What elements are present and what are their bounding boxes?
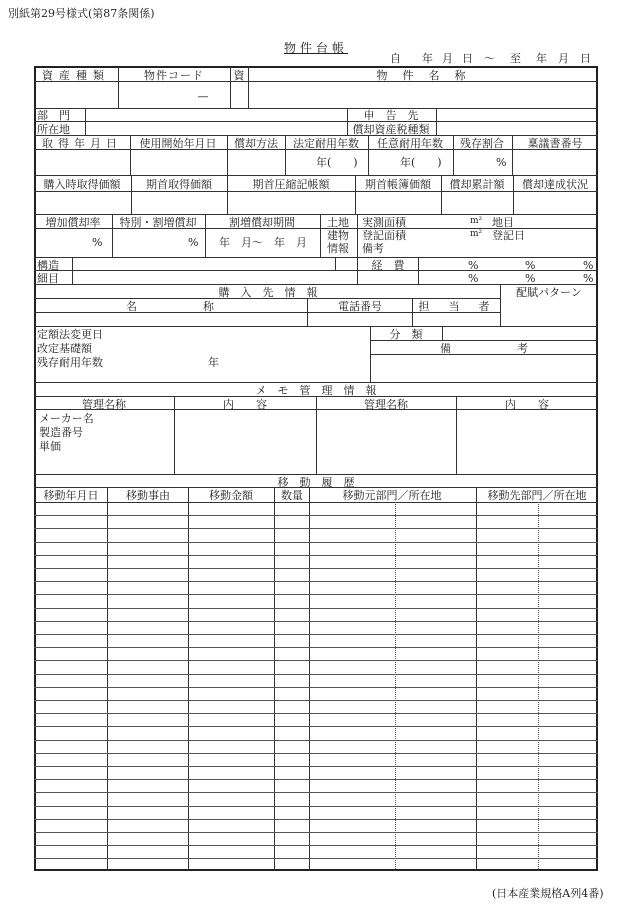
rule (227, 175, 228, 214)
transfer-row-line (34, 581, 598, 582)
rule (355, 175, 356, 214)
memo-content-label: 内 容 (505, 398, 549, 411)
tilde-label: 〜 (484, 52, 495, 65)
legal-life-value: 年( ) (316, 156, 358, 169)
rule (174, 396, 175, 474)
transfer-row-line (34, 806, 598, 807)
transfer-to-header: 移動先部門／所在地 (487, 489, 587, 502)
rule (441, 175, 442, 214)
expense-percent: % (468, 272, 479, 285)
memo-section-title: メ モ 管 理 情 報 (255, 384, 377, 397)
purchase-price-label: 購入時取得価額 (43, 178, 121, 191)
special-label: 特別・割増償却 (119, 216, 197, 229)
expense-percent: % (525, 272, 536, 285)
transfer-row-line (34, 515, 598, 516)
increase-rate-percent: % (92, 236, 103, 249)
shi-label: 資 (233, 69, 245, 82)
rule (227, 135, 228, 175)
land-label: 土地 (327, 216, 349, 229)
expense-percent: % (468, 259, 479, 272)
transfer-row-line (34, 766, 598, 767)
rule (85, 108, 86, 135)
rule (500, 284, 501, 326)
classification-label: 分 類 (389, 328, 423, 341)
transfer-from-header: 移動元部門／所在地 (342, 489, 442, 502)
opening-compressed-label: 期首圧縮記帳額 (252, 178, 330, 191)
transfer-amount-header: 移動金額 (209, 489, 253, 502)
month-label: 月 (442, 52, 453, 65)
rule (285, 135, 286, 175)
register-date-label: 登記日 (492, 229, 525, 242)
transfer-reason-header: 移動事由 (126, 489, 170, 502)
increase-rate-label: 増加償却率 (45, 216, 101, 229)
transfer-row-line (34, 700, 598, 701)
tax-type-label: 償却資産税種類 (352, 123, 430, 136)
structure-label: 構造 (37, 259, 59, 272)
change-date-label: 定額法変更日 (37, 328, 103, 341)
expense-percent: % (525, 259, 536, 272)
status-label: 償却達成状況 (522, 178, 588, 191)
rule (34, 502, 598, 503)
rule (34, 108, 598, 109)
rule (320, 214, 321, 257)
phone-label: 電話番号 (338, 300, 382, 313)
rule (436, 108, 437, 135)
remaining-life-year: 年 (208, 356, 219, 369)
year-label: 年 (422, 52, 433, 65)
rule (72, 257, 73, 284)
transfer-row-line (34, 568, 598, 569)
transfer-row-line (34, 845, 598, 846)
remaining-life-label: 残存耐用年数 (37, 356, 103, 369)
rule (107, 487, 108, 871)
transfer-row-line (34, 687, 598, 688)
start-date-label: 使用開始年月日 (139, 137, 217, 150)
transfer-row-line (34, 608, 598, 609)
declarant-label: 申 告 先 (363, 109, 419, 122)
method-label: 償却方法 (234, 137, 278, 150)
expense-percent: % (583, 272, 594, 285)
rule (307, 298, 308, 326)
month-label: 月 (558, 52, 569, 65)
allocation-label: 配賦パターン (516, 286, 582, 299)
rule (34, 135, 598, 136)
measured-area-label: 実測面積 (362, 216, 406, 229)
transfer-row-line (34, 792, 598, 793)
rule (309, 487, 310, 871)
transfer-row-line (34, 753, 598, 754)
memo-mgmt-name-label: 管理名称 (364, 398, 408, 411)
building-label: 建物 (327, 229, 349, 242)
transfer-row-line (34, 858, 598, 859)
maker-label: メーカー名 (39, 412, 94, 425)
rule (112, 214, 113, 257)
rule (513, 175, 514, 214)
person-label: 担 当 者 (418, 300, 494, 313)
accumulated-label: 償却累計額 (449, 178, 505, 191)
expense-label: 経 費 (371, 259, 405, 272)
rule (316, 396, 317, 474)
form-number: 別紙第29号様式(第87条関係) (8, 7, 155, 20)
m2-unit: m² (470, 229, 483, 239)
memo-content-label: 内 容 (223, 398, 267, 411)
transfer-qty-header: 数量 (281, 489, 303, 502)
rule (456, 396, 457, 474)
opening-book-label: 期首帳簿価額 (365, 178, 431, 191)
transfer-row-line (34, 832, 598, 833)
rule (370, 326, 371, 382)
rule (368, 135, 369, 175)
unit-price-label: 単価 (39, 440, 61, 453)
extra-period-range: 年 月〜 年 月 (219, 236, 307, 249)
rule (205, 214, 206, 257)
transfer-row-line (34, 726, 598, 727)
acquired-date-label: 取得年月日 (42, 137, 122, 150)
registered-area-label: 登記面積 (362, 229, 406, 242)
rule (188, 487, 189, 871)
rule (453, 135, 454, 175)
rule (34, 382, 598, 383)
optional-life-value: 年( ) (400, 156, 442, 169)
rule (34, 284, 598, 285)
transfer-row-line (34, 713, 598, 714)
rule (230, 66, 231, 108)
transfer-date-header: 移動年月日 (43, 489, 99, 502)
extra-period-label: 割増償却期間 (229, 216, 295, 229)
transfer-row-line (34, 819, 598, 820)
rule (34, 474, 598, 475)
transfer-row-line (34, 634, 598, 635)
info-label: 情報 (327, 242, 349, 255)
location-label: 所在地 (37, 123, 70, 136)
transfer-row-line (34, 594, 598, 595)
rule (412, 298, 413, 326)
day-label: 日 (580, 52, 591, 65)
rule (248, 66, 249, 108)
rule (34, 121, 598, 122)
transfer-row-line (34, 779, 598, 780)
rule (347, 108, 348, 135)
transfer-row-line (34, 740, 598, 741)
fixed-remarks-label: 備 考 (440, 342, 528, 355)
rule (335, 257, 336, 270)
detail-label: 細目 (37, 272, 59, 285)
residual-ratio-label: 残存割合 (460, 137, 504, 150)
memo-mgmt-name-label: 管理名称 (82, 398, 126, 411)
rule (130, 135, 131, 175)
revised-base-label: 改定基礎額 (37, 342, 92, 355)
transfer-row-line (34, 542, 598, 543)
rule (357, 214, 358, 257)
department-label: 部 門 (37, 109, 70, 122)
item-name-label: 物 件 名 称 (376, 69, 468, 82)
transfer-row-line (34, 647, 598, 648)
serial-label: 製造番号 (39, 426, 83, 439)
rule (118, 66, 119, 108)
opening-price-label: 期首取得価額 (146, 178, 212, 191)
rule (34, 270, 598, 271)
rule (357, 257, 358, 284)
rule (418, 257, 419, 284)
residual-ratio-percent: % (496, 156, 507, 169)
purchase-name-label: 名 称 (126, 300, 214, 313)
period-to-label: 至 (510, 52, 521, 65)
transfer-row-line (34, 555, 598, 556)
item-code-dash: — (197, 90, 209, 103)
page-title: 物件台帳 (283, 41, 349, 55)
m2-unit: m² (470, 216, 483, 226)
day-label: 日 (462, 52, 473, 65)
transfer-row-line (34, 528, 598, 529)
transfer-row-line (34, 660, 598, 661)
legal-life-label: 法定耐用年数 (293, 137, 359, 150)
rule (476, 487, 477, 871)
optional-life-label: 任意耐用年数 (377, 137, 443, 150)
rule (131, 175, 132, 214)
rule (34, 214, 598, 215)
rule (274, 487, 275, 871)
rule (442, 326, 443, 340)
transfer-row-line (34, 621, 598, 622)
transfer-row-line (34, 674, 598, 675)
land-category-label: 地目 (492, 216, 514, 229)
purchase-section-title: 購 入 先 情 報 (218, 286, 318, 299)
expense-percent: % (583, 259, 594, 272)
item-code-label: 物件コード (144, 69, 204, 82)
rule (512, 135, 513, 175)
rule (34, 326, 598, 327)
special-percent: % (188, 236, 199, 249)
rule (34, 257, 598, 258)
footer-note: (日本産業規格A列4番) (492, 887, 604, 900)
asset-type-label: 資産種類 (42, 69, 110, 82)
year-label: 年 (536, 52, 547, 65)
remarks-label: 備考 (362, 242, 384, 255)
transfer-section-title: 移 動 履 歴 (277, 476, 355, 489)
approval-no-label: 稟議書番号 (527, 137, 583, 150)
period-from-label: 自 (390, 52, 401, 65)
